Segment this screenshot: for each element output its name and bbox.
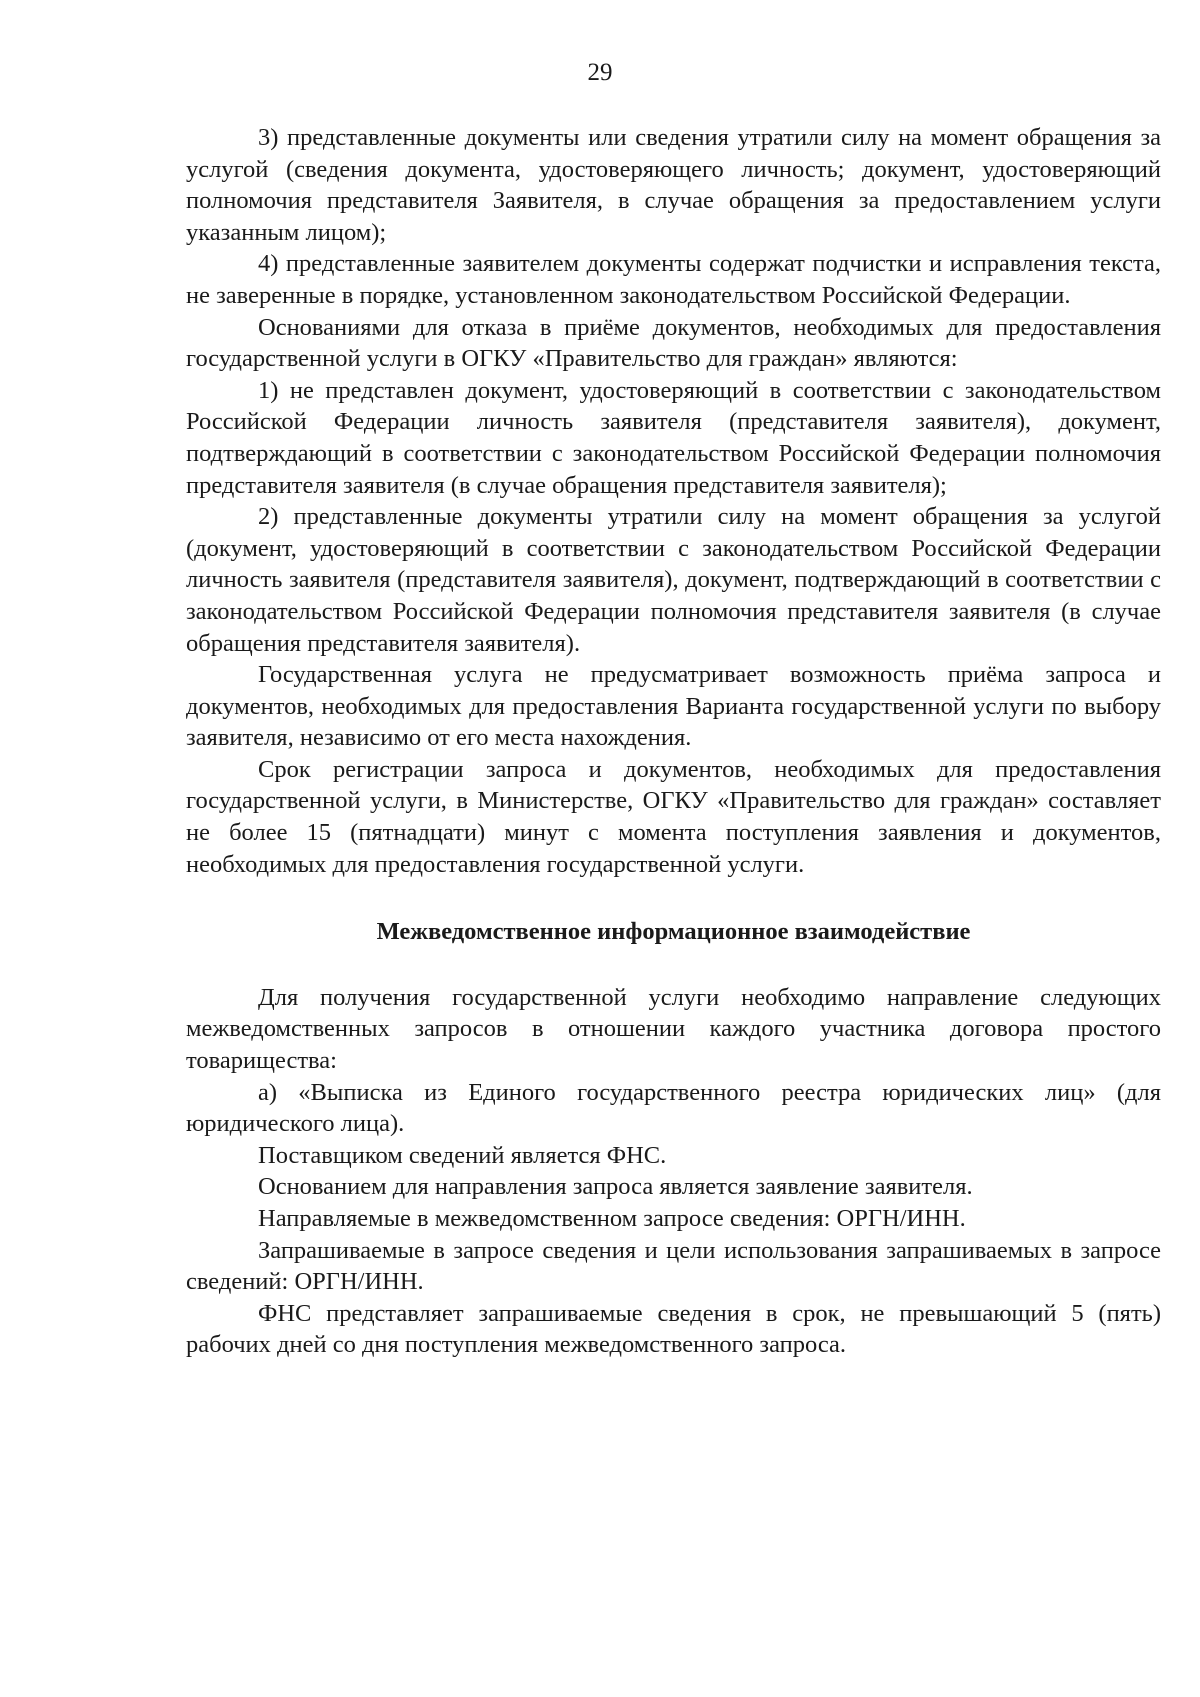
paragraph-remote-submission: Государственная услуга не предусматривает возможность приёма запроса и документов, необходимых для предоставления Варианта государственной услуги по выбору заявителя, независимо от его места нахождения. [186, 661, 1161, 752]
paragraph-request-basis: Основанием для направления запроса является заявление заявителя. [258, 1173, 973, 1201]
paragraph-response-term: ФНС представляет запрашиваемые сведения в срок, не превышающий 5 (пять) рабочих дней со дня поступления межведомственного запроса. [186, 1299, 1161, 1359]
paragraph-egrul-extract: а) «Выписка из Единого государственного реестра юридических лиц» (для юридического лица). [186, 1078, 1161, 1138]
paragraph-sent-data: Направляемые в межведомственном запросе сведения: ОРГН/ИНН. [258, 1205, 966, 1232]
document-body [186, 122, 1161, 1361]
paragraph-requested-data: Запрашиваемые в запросе сведения и цели использования запрашиваемых в запросе сведений: ОРГН/ИНН. [186, 1236, 1161, 1296]
paragraph-item-3: 3) представленные документы или сведения утратили силу на момент обращения за услугой (сведения документа, удостоверяющего личность; документ, удостоверяющий полномочия представителя Заявителя, в случае обращения за предоставлением услуги указанным лицом); [186, 124, 1161, 246]
section-heading: Межведомственное информационное взаимодействие [376, 918, 971, 946]
paragraph-interagency-requests: Для получения государственной услуги необходимо направление следующих межведомственных запросов в отношении каждого участника договора простого товарищества: [186, 983, 1161, 1075]
paragraph-registration-term: Срок регистрации запроса и документов, необходимых для предоставления государственной услуги, в Министерстве, ОГКУ «Правительство для граждан» составляет не более 15 (пятнадцати) минут с момента поступления заявления и документов, необходимых для предоставления государственной услуги. [186, 755, 1161, 878]
paragraph-item-4: 4) представленные заявителем документы содержат подчистки и исправления текста, не заверенные в порядке, установленном законодательством Российской Федерации. [186, 250, 1161, 309]
paragraph-ground-2: 2) представленные документы утратили силу на момент обращения за услугой (документ, удостоверяющий в соответствии с законодательством Российской Федерации личность заявителя (представителя заявителя), документ, подтверждающий в соответствии с законодательством Российской Федерации полномочия представителя заявителя (в случае обращения представителя заявителя). [186, 503, 1161, 657]
paragraph-provider: Поставщиком сведений является ФНС. [258, 1141, 667, 1169]
page-number: 29 [587, 59, 613, 86]
paragraph-ground-1: 1) не представлен документ, удостоверяющий в соответствии с законодательством Российской Федерации личность заявителя (представителя заявителя), документ, подтверждающий в соответствии с законодательством Российской Федерации полномочия представителя заявителя (в случае обращения представителя заявителя); [186, 376, 1161, 499]
paragraph-refusal-grounds: Основаниями для отказа в приёме документов, необходимых для предоставления государственной услуги в ОГКУ «Правительство для граждан» являются: [186, 313, 1161, 373]
